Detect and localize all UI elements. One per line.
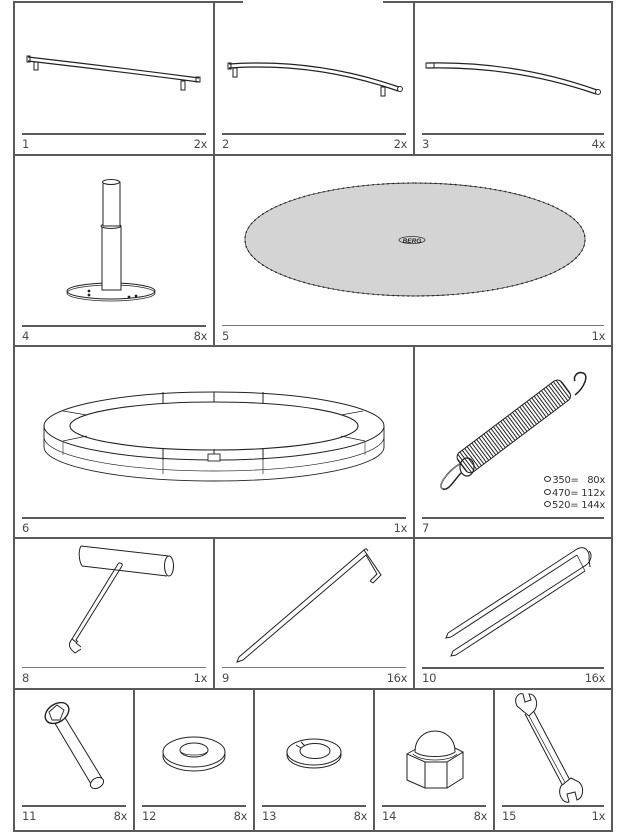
spring-size-row: 470= 112x <box>544 488 605 501</box>
part-baseline <box>222 133 406 135</box>
leg-post-icon <box>15 156 213 316</box>
part-number: 5 <box>222 329 230 343</box>
part-number: 13 <box>262 809 277 823</box>
part-cell-8 <box>13 537 215 690</box>
part-number: 2 <box>222 137 230 151</box>
part-number: 15 <box>502 809 517 823</box>
part-quantity: 1x <box>193 671 207 685</box>
part-number: 12 <box>142 809 157 823</box>
bolt-icon <box>15 690 133 805</box>
t-handle-tool-icon <box>15 539 213 669</box>
part-number: 6 <box>22 521 30 535</box>
part-number: 4 <box>22 329 30 343</box>
part-quantity: 8x <box>353 809 367 823</box>
part-baseline <box>22 325 206 327</box>
part-baseline <box>422 517 604 519</box>
part-baseline <box>22 517 406 519</box>
part-number: 7 <box>422 521 430 535</box>
part-baseline <box>22 133 206 135</box>
u-staple-icon <box>415 539 611 669</box>
diameter-circle-icon <box>544 476 551 482</box>
part-baseline <box>502 805 604 807</box>
part-quantity: 16x <box>584 671 605 685</box>
part-number: 10 <box>422 671 437 685</box>
part-baseline <box>382 805 486 807</box>
ground-hook-icon <box>215 539 413 669</box>
split-washer-icon <box>255 690 373 805</box>
part-quantity: 1x <box>591 329 605 343</box>
curved-tube-icon <box>415 3 611 123</box>
jumping-mat-icon <box>215 156 611 316</box>
part-quantity: 16x <box>386 671 407 685</box>
diameter-circle-icon <box>544 489 551 495</box>
part-cell-7 <box>413 345 613 539</box>
curved-tube-one-peg-icon <box>215 3 413 123</box>
part-quantity: 1x <box>393 521 407 535</box>
part-baseline <box>422 667 604 669</box>
part-cell-2 <box>213 1 415 156</box>
part-number: 14 <box>382 809 397 823</box>
part-cell-14 <box>373 688 495 832</box>
diameter-circle-icon <box>544 501 551 507</box>
part-cell-4 <box>13 154 215 347</box>
part-cell-11 <box>13 688 135 832</box>
part-baseline <box>222 667 406 668</box>
part-baseline <box>222 325 604 326</box>
part-baseline <box>142 805 246 807</box>
spring-size-row: 520= 144x <box>544 500 605 513</box>
safety-pad-ring-icon <box>15 347 413 507</box>
part-quantity: 2x <box>193 137 207 151</box>
part-cell-12 <box>133 688 255 832</box>
part-quantity: 4x <box>591 137 605 151</box>
part-quantity: 8x <box>193 329 207 343</box>
part-cell-13 <box>253 688 375 832</box>
svg-text:BERG: BERG <box>402 238 422 245</box>
part-cell-5 <box>213 154 613 347</box>
part-cell-9 <box>213 537 415 690</box>
spring-size-row: 350= 80x <box>544 475 605 488</box>
part-baseline <box>22 667 206 668</box>
part-quantity: 1x <box>591 809 605 823</box>
part-cell-10 <box>413 537 613 690</box>
part-number: 8 <box>22 671 30 685</box>
part-cell-15 <box>493 688 613 832</box>
part-baseline <box>22 805 126 807</box>
part-cell-1 <box>13 1 215 156</box>
washer-icon <box>135 690 253 805</box>
part-quantity: 8x <box>233 809 247 823</box>
spring-size-list <box>544 475 605 513</box>
part-baseline <box>422 133 604 135</box>
brand-logo <box>399 237 425 246</box>
part-cell-6 <box>13 345 415 539</box>
curved-tube-two-pegs-icon <box>15 3 213 123</box>
part-number: 3 <box>422 137 430 151</box>
wrench-icon <box>495 690 611 805</box>
part-cell-3 <box>413 1 613 156</box>
cap-nut-icon <box>375 690 493 805</box>
part-quantity: 8x <box>473 809 487 823</box>
part-number: 11 <box>22 809 37 823</box>
part-quantity: 2x <box>393 137 407 151</box>
part-baseline <box>262 805 366 807</box>
part-quantity: 8x <box>113 809 127 823</box>
part-number: 9 <box>222 671 230 685</box>
part-number: 1 <box>22 137 30 151</box>
